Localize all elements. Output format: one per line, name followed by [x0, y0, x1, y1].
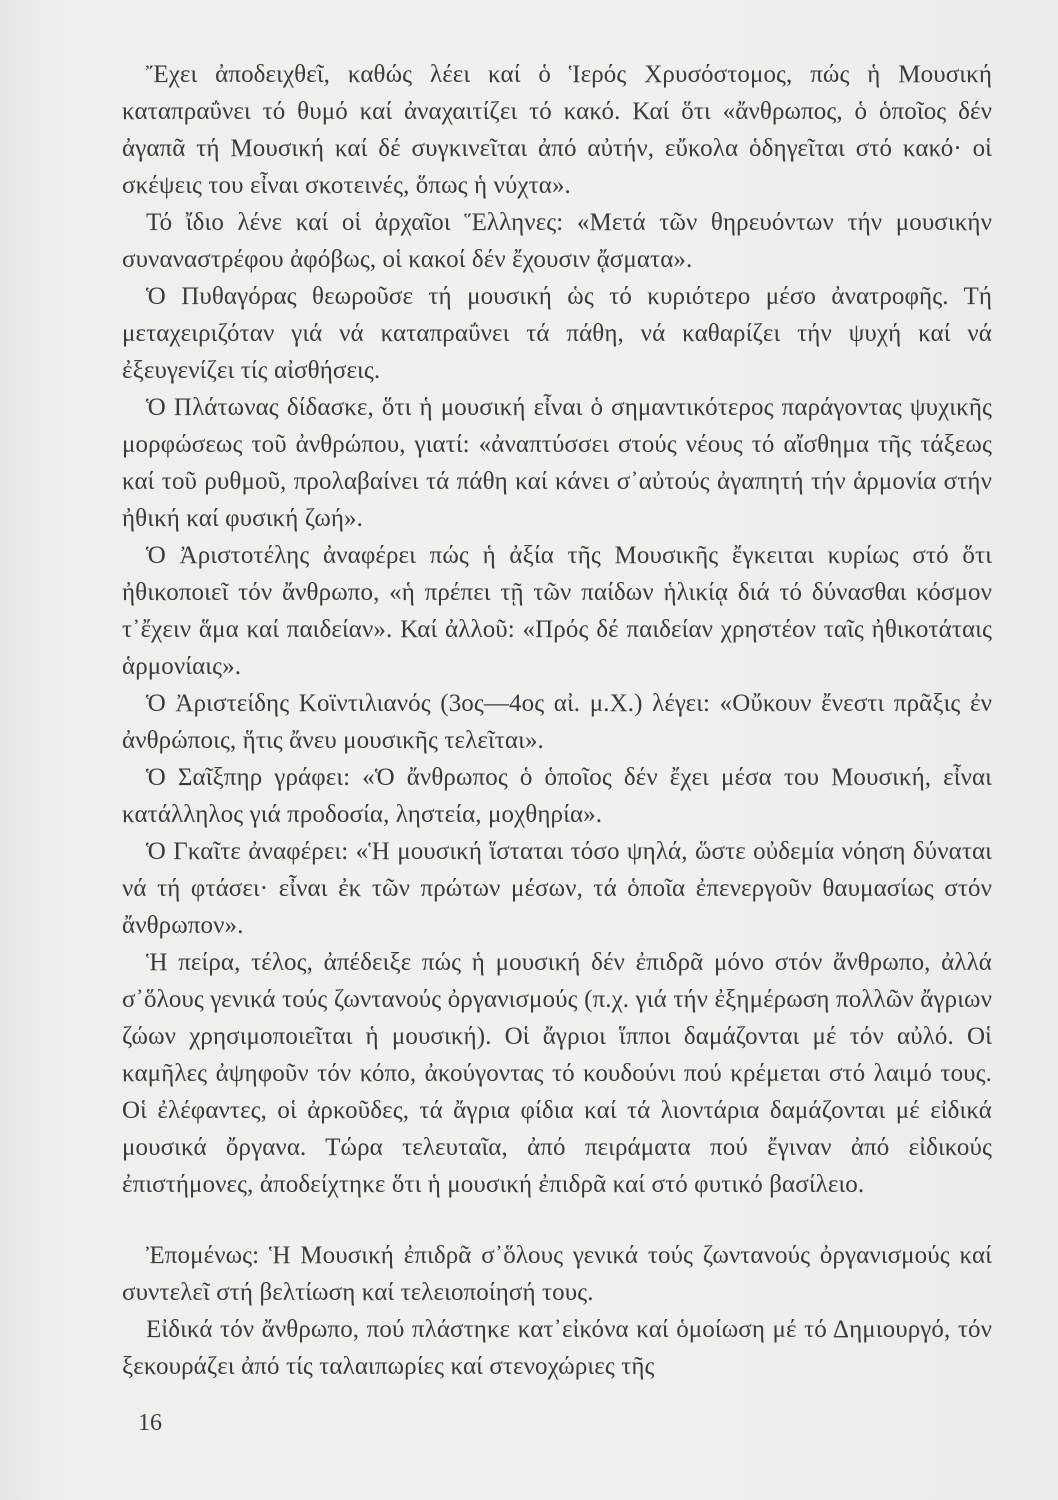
body-text: [122, 56, 992, 1385]
paragraph-spacer: [122, 1203, 992, 1237]
paragraph-pythagoras: Ὁ Πυθαγόρας θεωροῦσε τή μουσική ὡς τό κυριότερο μέσο ἀνατροφῆς. Τή μεταχειριζόταν γιά νά καταπραΰνει τά πάθη, νά καθαρίζει τήν ψυχή καί νά ἐξευγενίζει τίς αἰσθήσεις.: [122, 283, 992, 384]
paragraph-conclusion: Ἐπομένως: Ἡ Μουσική ἐπιδρᾶ σ᾽ὅλους γενικά τούς ζωντανούς ὀργανισμούς καί συντελεῖ στή βελτίωση καί τελειοποίησή τους.: [122, 1242, 992, 1306]
paragraph-plato: Ὁ Πλάτωνας δίδασκε, ὅτι ἡ μουσική εἶναι ὁ σημαντικότερος παράγοντας ψυχικῆς μορφώσεως τοῦ ἀνθρώπου, γιατί: «ἀναπτύσσει στούς νέους τό αἴσθημα τῆς τάξεως καί τοῦ ρυθμοῦ, προλαβαίνει τά πάθη καί κάνει σ᾽αὐτούς ἀγαπητή τήν ἁρμονία στήν ἠθική καί φυσική ζωή».: [122, 394, 992, 532]
paragraph-shakespeare: Ὁ Σαῖξπηρ γράφει: «Ὁ ἄνθρωπος ὁ ὁποῖος δέν ἔχει μέσα του Μουσική, εἶναι κατάλληλος γιά προδοσία, ληστεία, μοχθηρία».: [122, 764, 992, 828]
paragraph-experience: Ἡ πείρα, τέλος, ἀπέδειξε πώς ἡ μουσική δέν ἐπιδρᾶ μόνο στόν ἄνθρωπο, ἀλλά σ᾽ὅλους γενικά τούς ζωντανούς ὀργανισμούς (π.χ. γιά τήν ἐξημέρωση πολλῶν ἄγριων ζώων χρησιμοποιεῖται ἡ μουσική). Οἱ ἄγριοι ἵπποι δαμάζονται μέ τόν αὐλό. Οἱ καμῆλες ἀψηφοῦν τόν κόπο, ἀκούγοντας τό κουδούνι πού κρέμεται στό λαιμό τους. Οἱ ἐλέφαντες, οἱ ἀρκοῦδες, τά ἄγρια φίδια καί τά λιοντάρια δαμάζονται μέ εἰδικά μουσικά ὄργανα. Τώρα τελευταῖα, ἀπό πειράματα πού ἔγιναν ἀπό εἰδικούς ἐπιστήμονες, ἀποδείχτηκε ὅτι ἡ μουσική ἐπιδρᾶ καί στό φυτικό βασίλειο.: [122, 949, 992, 1198]
paragraph-aristides: Ὁ Ἀριστείδης Κοϊντιλιανός (3ος—4ος αἰ. μ.Χ.) λέγει: «Οὔκουν ἔνεστι πρᾶξις ἐν ἀνθρώποις, ἥτις ἄνευ μουσικῆς τελεῖται».: [122, 690, 992, 754]
paragraph-aristotle: Ὁ Ἀριστοτέλης ἀναφέρει πώς ἡ ἀξία τῆς Μουσικῆς ἔγκειται κυρίως στό ὅτι ἠθικοποιεῖ τόν ἄνθρωπο, «ἡ πρέπει τῇ τῶν παίδων ἡλικίᾳ διά τό δύνασθαι κόσμον τ᾽ἔχειν ἅμα καί παιδείαν». Καί ἀλλοῦ: «Πρός δέ παιδείαν χρηστέον ταῖς ἠθικοτάταις ἁρμονίαις».: [122, 542, 992, 680]
paragraph-especially: Εἰδικά τόν ἄνθρωπο, πού πλάστηκε κατ᾽εἰκόνα καί ὁμοίωση μέ τό Δημιουργό, τόν ξεκουράζει ἀπό τίς ταλαιπωρίες καί στενοχώριες τῆς: [122, 1316, 992, 1380]
paragraph-chrysostom: Ἔχει ἀποδειχθεῖ, καθώς λέει καί ὁ Ἱερός Χρυσόστομος, πώς ἡ Μουσική καταπραΰνει τό θυμό καί ἀναχαιτίζει τό κακό. Καί ὅτι «ἄνθρωπος, ὁ ὁποῖος δέν ἀγαπᾶ τή Μουσική καί δέ συγκινεῖται ἀπό αὐτήν, εὔκολα ὁδηγεῖται στό κακό· οἱ σκέψεις του εἶναι σκοτεινές, ὅπως ἡ νύχτα».: [122, 61, 992, 199]
page-number: 16: [138, 1410, 162, 1436]
paragraph-goethe: Ὁ Γκαῖτε ἀναφέρει: «Ἡ μουσική ἵσταται τόσο ψηλά, ὥστε οὐδεμία νόηση δύναται νά τή φτάσει· εἶναι ἐκ τῶν πρώτων μέσων, τά ὁποῖα ἐπενεργοῦν θαυμασίως στόν ἄνθρωπον».: [122, 838, 992, 939]
paragraph-ancient-greeks: Τό ἴδιο λένε καί οἱ ἀρχαῖοι Ἕλληνες: «Μετά τῶν θηρευόντων τήν μουσικήν συναναστρέφου ἀφόβως, οἱ κακοί δέν ἔχουσιν ᾄσματα».: [122, 209, 992, 273]
